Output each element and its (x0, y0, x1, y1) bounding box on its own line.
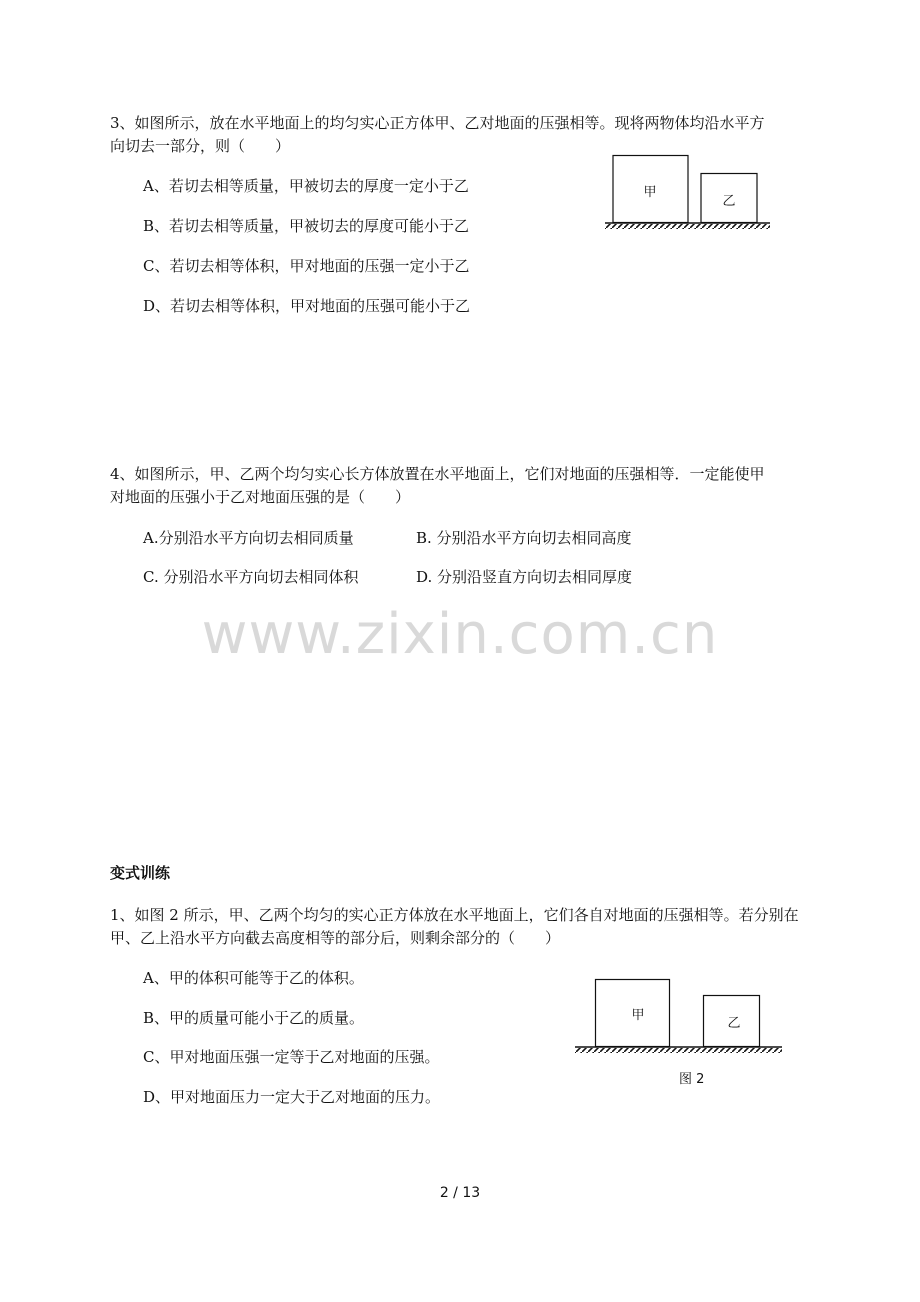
section-title: 变式训练 (110, 864, 171, 882)
q3-option-a: A、若切去相等质量，甲被切去的厚度一定小于乙 (143, 177, 469, 195)
page-total: 13 (462, 1185, 481, 1201)
v1-label-b: 乙 (727, 1016, 741, 1031)
q4-option-b: B. 分别沿水平方向切去相同高度 (416, 529, 632, 547)
page-number: 2 (439, 1185, 449, 1201)
watermark: www.zixin.com.cn (201, 602, 719, 667)
q4-option-d: D. 分别沿竖直方向切去相同厚度 (416, 568, 633, 586)
v1-figure (570, 974, 790, 1058)
q4-option-c: C. 分别沿水平方向切去相同体积 (143, 568, 359, 586)
q3-stem-line1: 3、如图所示，放在水平地面上的均匀实心正方体甲、乙对地面的压强相等。现将两物体均沿水平方 (110, 114, 765, 132)
q3-option-b: B、若切去相等质量，甲被切去的厚度可能小于乙 (143, 217, 470, 235)
v1-label-a: 甲 (631, 1008, 645, 1023)
v1-option-b: B、甲的质量可能小于乙的质量。 (143, 1009, 365, 1027)
q3-label-b: 乙 (722, 194, 736, 209)
q3-option-c: C、若切去相等体积，甲对地面的压强一定小于乙 (143, 257, 470, 275)
q3-label-a: 甲 (643, 185, 657, 200)
page-indicator (0, 1185, 920, 1201)
q4-option-a: A.分别沿水平方向切去相同质量 (143, 529, 354, 547)
v1-figure-caption: 图 2 (679, 1072, 705, 1087)
page-separator: / (448, 1185, 463, 1201)
v1-stem-line1: 1、如图 2 所示，甲、乙两个均匀的实心正方体放在水平地面上，它们各自对地面的压强相等。若分别在 (110, 906, 799, 924)
v1-stem-line2: 甲、乙上沿水平方向截去高度相等的部分后，则剩余部分的（ ） (110, 929, 561, 947)
q3-ground-hatch (605, 224, 770, 229)
v1-option-c: C、甲对地面压强一定等于乙对地面的压强。 (143, 1048, 440, 1066)
q3-option-d: D、若切去相等体积，甲对地面的压强可能小于乙 (143, 297, 471, 315)
q4-stem-line1: 4、如图所示，甲、乙两个均匀实心长方体放置在水平地面上，它们对地面的压强相等．一定能使甲 (110, 465, 765, 483)
v1-option-d: D、甲对地面压力一定大于乙对地面的压力。 (143, 1088, 441, 1106)
q3-stem-line2: 向切去一部分，则（ ） (110, 137, 291, 155)
v1-option-a: A、甲的体积可能等于乙的体积。 (143, 969, 364, 987)
q3-figure (600, 150, 780, 240)
v1-ground-hatch (575, 1048, 782, 1053)
q4-stem-line2: 对地面的压强小于乙对地面压强的是（ ） (110, 488, 411, 506)
